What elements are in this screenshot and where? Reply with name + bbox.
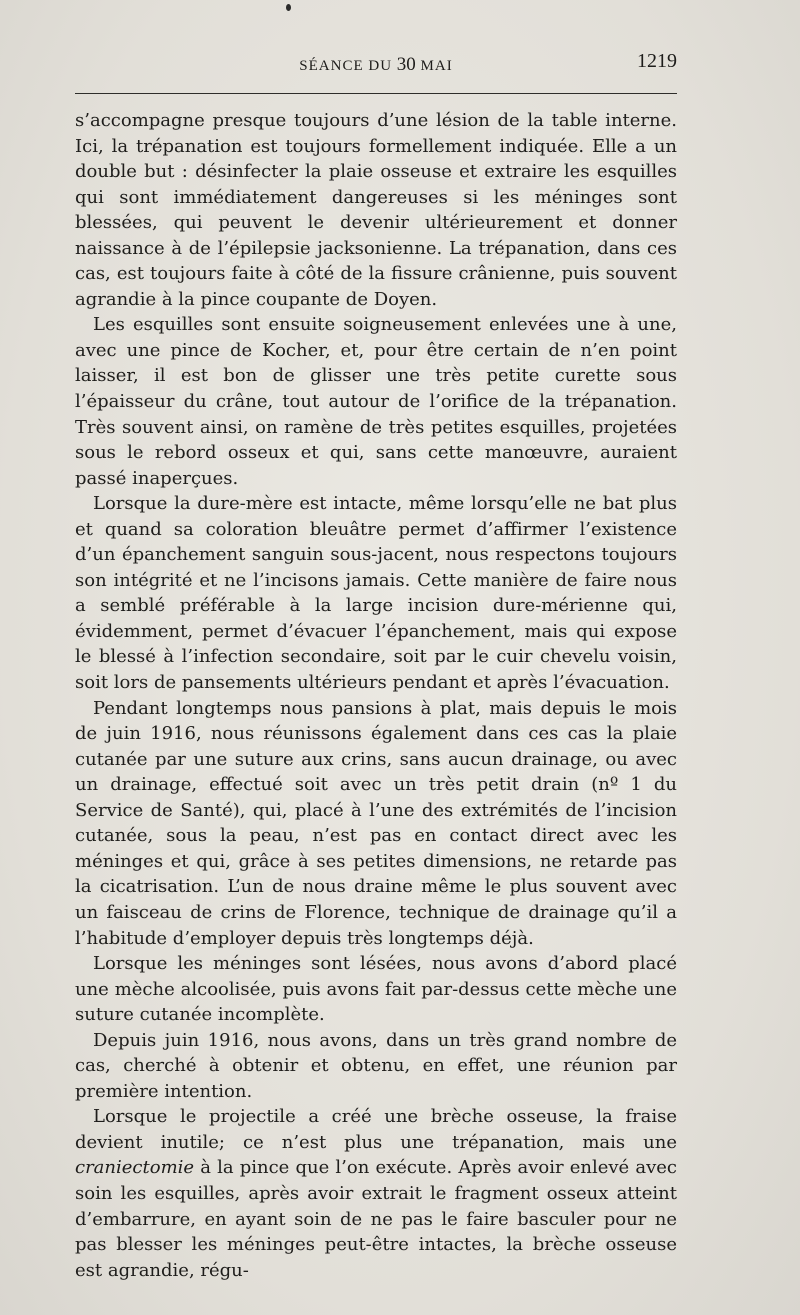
header-rule bbox=[75, 93, 677, 94]
paragraph-7-end: à la pince que l’on exécute. Après avoir enlevé avec soin les esquilles, après avoir extrait le fragment osseux atteint d’embarrure, en ayant soin de ne pas le faire basculer pour ne pas blesser les méninges peut-être intactes, la brèche osseuse est agrandie, régu- bbox=[75, 1157, 677, 1281]
page-header bbox=[75, 48, 677, 78]
ink-speck bbox=[286, 4, 291, 11]
page-number: 1219 bbox=[637, 50, 677, 72]
paragraph-2: Les esquilles sont ensuite soigneusement enlevées une à une, avec une pince de Kocher, et, pour être certain de n’en point laisser, il est bon de glisser une très petite curette sous l’épaisseur du crâne, tout autour de l’orifice de la trépanation. Très souvent ainsi, on ramène de très petites esquilles, projetées sous le rebord osseux et qui, sans cette manœuvre, auraient passé inaperçues. bbox=[75, 314, 677, 489]
paragraph-3: Lorsque la dure-mère est intacte, même lorsqu’elle ne bat plus et quand sa coloration bleuâtre permet d’affirmer l’existence d’un épanchement sanguin sous-jacent, nous respectons toujours son intégrité et ne l’incisons jamais. Cette manière de faire nous a semblé préférable à la large incision dure-mérienne qui, évidemment, permet d’évacuer l’épanchement, mais qui expose le blessé à l’infection secondaire, soit par le cuir chevelu voisin, soit lors de pansements ultérieurs pendant et après l’évacuation. bbox=[75, 493, 677, 694]
paragraph-6: Depuis juin 1916, nous avons, dans un très grand nombre de cas, cherché à obtenir et obtenu, en effet, une réunion par première intention. bbox=[75, 1029, 677, 1102]
paragraph-7-start: Lorsque le projectile a créé une brèche osseuse, la fraise devient inutile; ce n’est plus une trépanation, mais une bbox=[75, 1106, 677, 1153]
paragraph-7 bbox=[75, 1104, 677, 1283]
paragraph-5: Lorsque les méninges sont lésées, nous avons d’abord placé une mèche alcoolisée, puis avons fait par-dessus cette mèche une suture cutanée incomplète. bbox=[75, 953, 677, 1026]
italic-term: craniectomie bbox=[75, 1157, 195, 1179]
running-title-month: MAI bbox=[415, 58, 453, 74]
body-text bbox=[75, 108, 677, 1283]
running-title-prefix: SÉANCE DU bbox=[299, 58, 397, 74]
paragraph-4: Pendant longtemps nous pansions à plat, mais depuis le mois de juin 1916, nous réunissons également dans ces cas la plaie cutanée par une suture aux crins, sans aucun drainage, ou avec un drainage, effectué soit avec un très petit drain (nº 1 du Service de Santé), qui, placé à l’une des extrémités de l’incision cutanée, sous la peau, n’est pas en contact direct avec les méninges et qui, grâce à ses petites dimensions, ne retarde pas la cicatrisation. L’un de nous draine même le plus souvent avec un faisceau de crins de Florence, technique de drainage qu’il a l’habitude d’employer depuis très longtemps déjà. bbox=[75, 697, 677, 949]
paragraph-1: s’accompagne presque toujours d’une lésion de la table interne. Ici, la trépanation est toujours formellement indiquée. Elle a un double but : désinfecter la plaie osseuse et extraire les esquilles qui sont immédiatement dangereuses si les méninges sont blessées, qui peuvent le devenir ultérieurement et donner naissance à de l’épilepsie jacksonienne. La trépanation, dans ces cas, est toujours faite à côté de la fissure crânienne, puis souvent agrandie à la pince coupante de Doyen. bbox=[75, 110, 677, 310]
running-title-day: 30 bbox=[396, 54, 416, 75]
running-title bbox=[75, 54, 677, 76]
